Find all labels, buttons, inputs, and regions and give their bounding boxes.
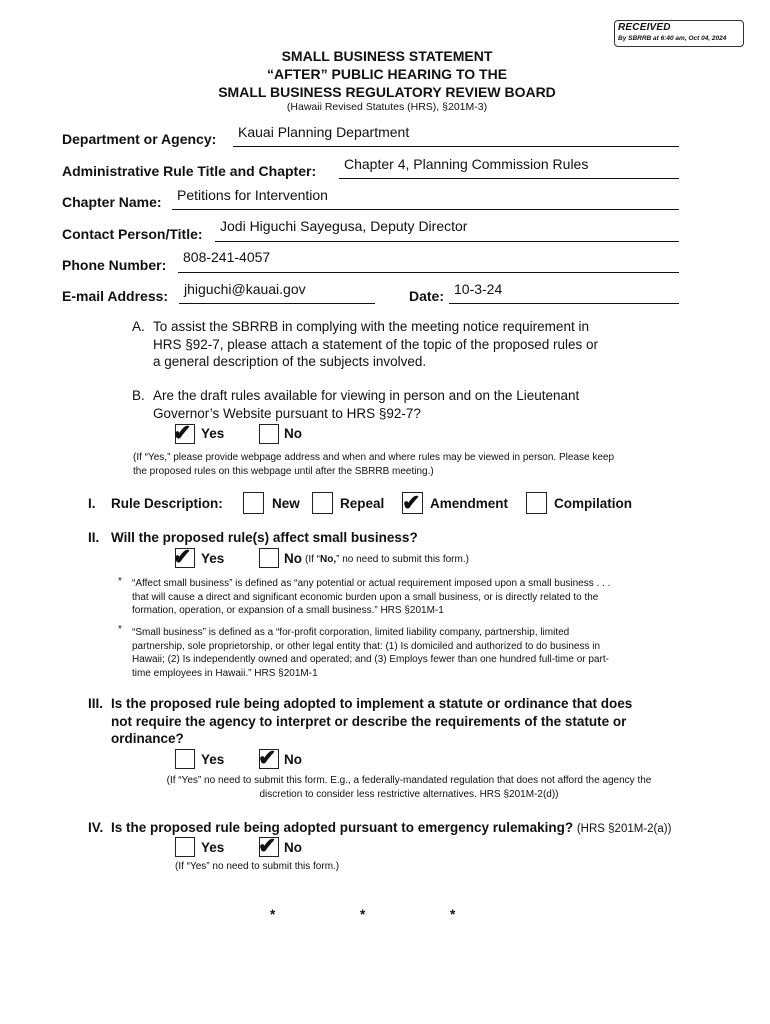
date-label: Date: xyxy=(409,288,445,304)
rule-compilation-checkbox[interactable] xyxy=(526,492,547,514)
section-b-line: Governor’s Website pursuant to HRS §92-7? xyxy=(153,405,421,421)
section-b-note xyxy=(133,451,693,478)
checkmark-icon: ✔ xyxy=(402,490,421,515)
contact-underline xyxy=(215,241,679,242)
rule-new-label: New xyxy=(272,496,300,511)
checkmark-icon: ✔ xyxy=(173,544,192,569)
section-4-note: (If “Yes” no need to submit this form.) xyxy=(175,861,340,872)
section-3-note-line: (If “Yes” no need to submit this form. E.g., a federally-mandated regulation that does not afford the agency the xyxy=(166,775,652,786)
date-underline xyxy=(449,303,679,304)
footer-star: * xyxy=(270,907,276,922)
section-2-no-note xyxy=(305,553,469,567)
department-underline xyxy=(233,146,679,147)
section-b-note-line: (If “Yes,” please provide webpage address and when and where rules may be viewed in person. Please keep xyxy=(133,452,615,463)
footer-star: * xyxy=(360,907,366,922)
section-b-no-checkbox[interactable] xyxy=(259,424,279,444)
contact-value[interactable]: Jodi Higuchi Sayegusa, Deputy Director xyxy=(220,218,468,234)
section-2-no-checkbox[interactable] xyxy=(259,548,279,568)
email-label: E-mail Address: xyxy=(62,288,169,304)
section-1-numeral: I. xyxy=(88,496,96,511)
section-3-question xyxy=(111,695,691,748)
section-3-numeral: III. xyxy=(88,696,104,711)
section-b-yes-label: Yes xyxy=(201,426,225,441)
section-3-yes-checkbox[interactable] xyxy=(175,749,195,769)
section-a-line: To assist the SBRRB in complying with the meeting notice requirement in xyxy=(153,319,589,334)
stamp-subtitle: By SBRRB at 6:40 am, Oct 04, 2024 xyxy=(618,35,727,42)
section-3-line: ordinance? xyxy=(111,731,184,746)
definition-line: Hawaii; (2) Is independently owned and operated; and (3) Employs fewer than one hundred full-time or part- xyxy=(132,654,609,665)
stamp-title: RECEIVED xyxy=(618,22,671,33)
definition-line: formation, operation, or expansion of a small business.” HRS §201M-1 xyxy=(132,605,444,616)
rule-repeal-label: Repeal xyxy=(340,496,385,511)
definition-line: that will cause a direct and significant economic burden upon a small business, or is directly related to the xyxy=(132,591,599,603)
definition-affect-small-business xyxy=(132,577,692,618)
section-4-question-text: Is the proposed rule being adopted pursuant to emergency rulemaking? xyxy=(111,820,574,835)
section-b-note-line: the proposed rules on this webpage until after the SBRRB meeting.) xyxy=(133,465,434,477)
rule-compilation-label: Compilation xyxy=(554,496,632,511)
definition-line: “Small business” is defined as a “for-profit corporation, limited liability company, partnership, limited xyxy=(132,627,570,638)
section-3-note-line: discretion to consider less restrictive alternatives. HRS §201M-2(d)) xyxy=(259,788,559,800)
section-2-question: Will the proposed rule(s) affect small business? xyxy=(111,530,418,545)
phone-label: Phone Number: xyxy=(62,257,167,273)
form-title-line-3: SMALL BUSINESS REGULATORY REVIEW BOARD xyxy=(218,84,556,100)
note-text: (If “ xyxy=(305,554,320,565)
section-3-line: not require the agency to interpret or describe the requirements of the statute or xyxy=(111,713,627,729)
section-b-marker: B. xyxy=(132,388,145,403)
section-2-no-label: No xyxy=(284,551,302,566)
rule-title-value[interactable]: Chapter 4, Planning Commission Rules xyxy=(344,156,589,172)
email-underline xyxy=(179,303,375,304)
email-value[interactable]: jhiguchi@kauai.gov xyxy=(184,281,306,297)
form-title-line-2: “AFTER” PUBLIC HEARING TO THE xyxy=(266,66,508,82)
section-3-note xyxy=(0,774,770,801)
section-b-line: Are the draft rules available for viewing in person and on the Lieutenant xyxy=(153,388,580,403)
checkmark-icon: ✔ xyxy=(258,833,277,858)
rule-description-label: Rule Description: xyxy=(111,496,223,511)
checkmark-icon: ✔ xyxy=(173,420,192,445)
section-3-line: Is the proposed rule being adopted to implement a statute or ordinance that does xyxy=(111,696,633,711)
section-4-yes-label: Yes xyxy=(201,840,225,855)
chapter-name-label: Chapter Name: xyxy=(62,194,162,210)
rule-repeal-checkbox[interactable] xyxy=(312,492,333,514)
section-a-line: a general description of the subjects involved. xyxy=(153,354,427,369)
bullet-star: * xyxy=(118,576,122,587)
date-value[interactable]: 10-3-24 xyxy=(454,281,503,297)
checkmark-icon: ✔ xyxy=(258,745,277,770)
section-4-numeral: IV. xyxy=(88,820,104,835)
form-title-line-1: SMALL BUSINESS STATEMENT xyxy=(281,48,493,64)
bullet-star: * xyxy=(118,624,122,635)
section-4-reference: (HRS §201M-2(a)) xyxy=(576,823,672,835)
definition-small-business xyxy=(132,626,692,680)
rule-new-checkbox[interactable] xyxy=(243,492,264,514)
definition-line: “Affect small business” is defined as “any potential or actual requirement imposed upon a small business . . . xyxy=(132,578,611,589)
section-b-no-label: No xyxy=(284,426,302,441)
definition-line: time employees in Hawaii.” HRS §201M-1 xyxy=(132,667,318,679)
section-b-text xyxy=(153,387,673,422)
note-text: ” no need to submit this form.) xyxy=(336,554,469,565)
note-bold: No, xyxy=(320,554,337,565)
chapter-name-value[interactable]: Petitions for Intervention xyxy=(177,187,328,203)
contact-label: Contact Person/Title: xyxy=(62,226,203,242)
rule-amendment-label: Amendment xyxy=(430,496,509,511)
section-3-yes-label: Yes xyxy=(201,752,225,767)
section-3-no-label: No xyxy=(284,752,302,767)
phone-underline xyxy=(178,272,679,273)
section-a-line: HRS §92-7, please attach a statement of the topic of the proposed rules or xyxy=(153,336,599,352)
section-2-yes-label: Yes xyxy=(201,551,225,566)
chapter-name-underline xyxy=(172,209,679,210)
definition-line: partnership, sole proprietorship, or other legal entity that: (1) Is domiciled and authorized to do business in xyxy=(132,640,601,652)
section-2-numeral: II. xyxy=(88,530,100,545)
rule-title-label: Administrative Rule Title and Chapter: xyxy=(62,163,317,179)
footer-star: * xyxy=(450,907,456,922)
phone-value[interactable]: 808-241-4057 xyxy=(183,249,271,265)
section-4-yes-checkbox[interactable] xyxy=(175,837,195,857)
rule-title-underline xyxy=(339,178,679,179)
department-value[interactable]: Kauai Planning Department xyxy=(238,124,410,140)
received-stamp xyxy=(614,20,744,47)
statute-reference: (Hawaii Revised Statutes (HRS), §201M-3) xyxy=(286,101,488,113)
department-label: Department or Agency: xyxy=(62,131,217,147)
section-a-text xyxy=(153,318,673,371)
section-4-question xyxy=(111,819,671,839)
section-4-no-label: No xyxy=(284,840,302,855)
section-a-marker: A. xyxy=(132,319,145,334)
